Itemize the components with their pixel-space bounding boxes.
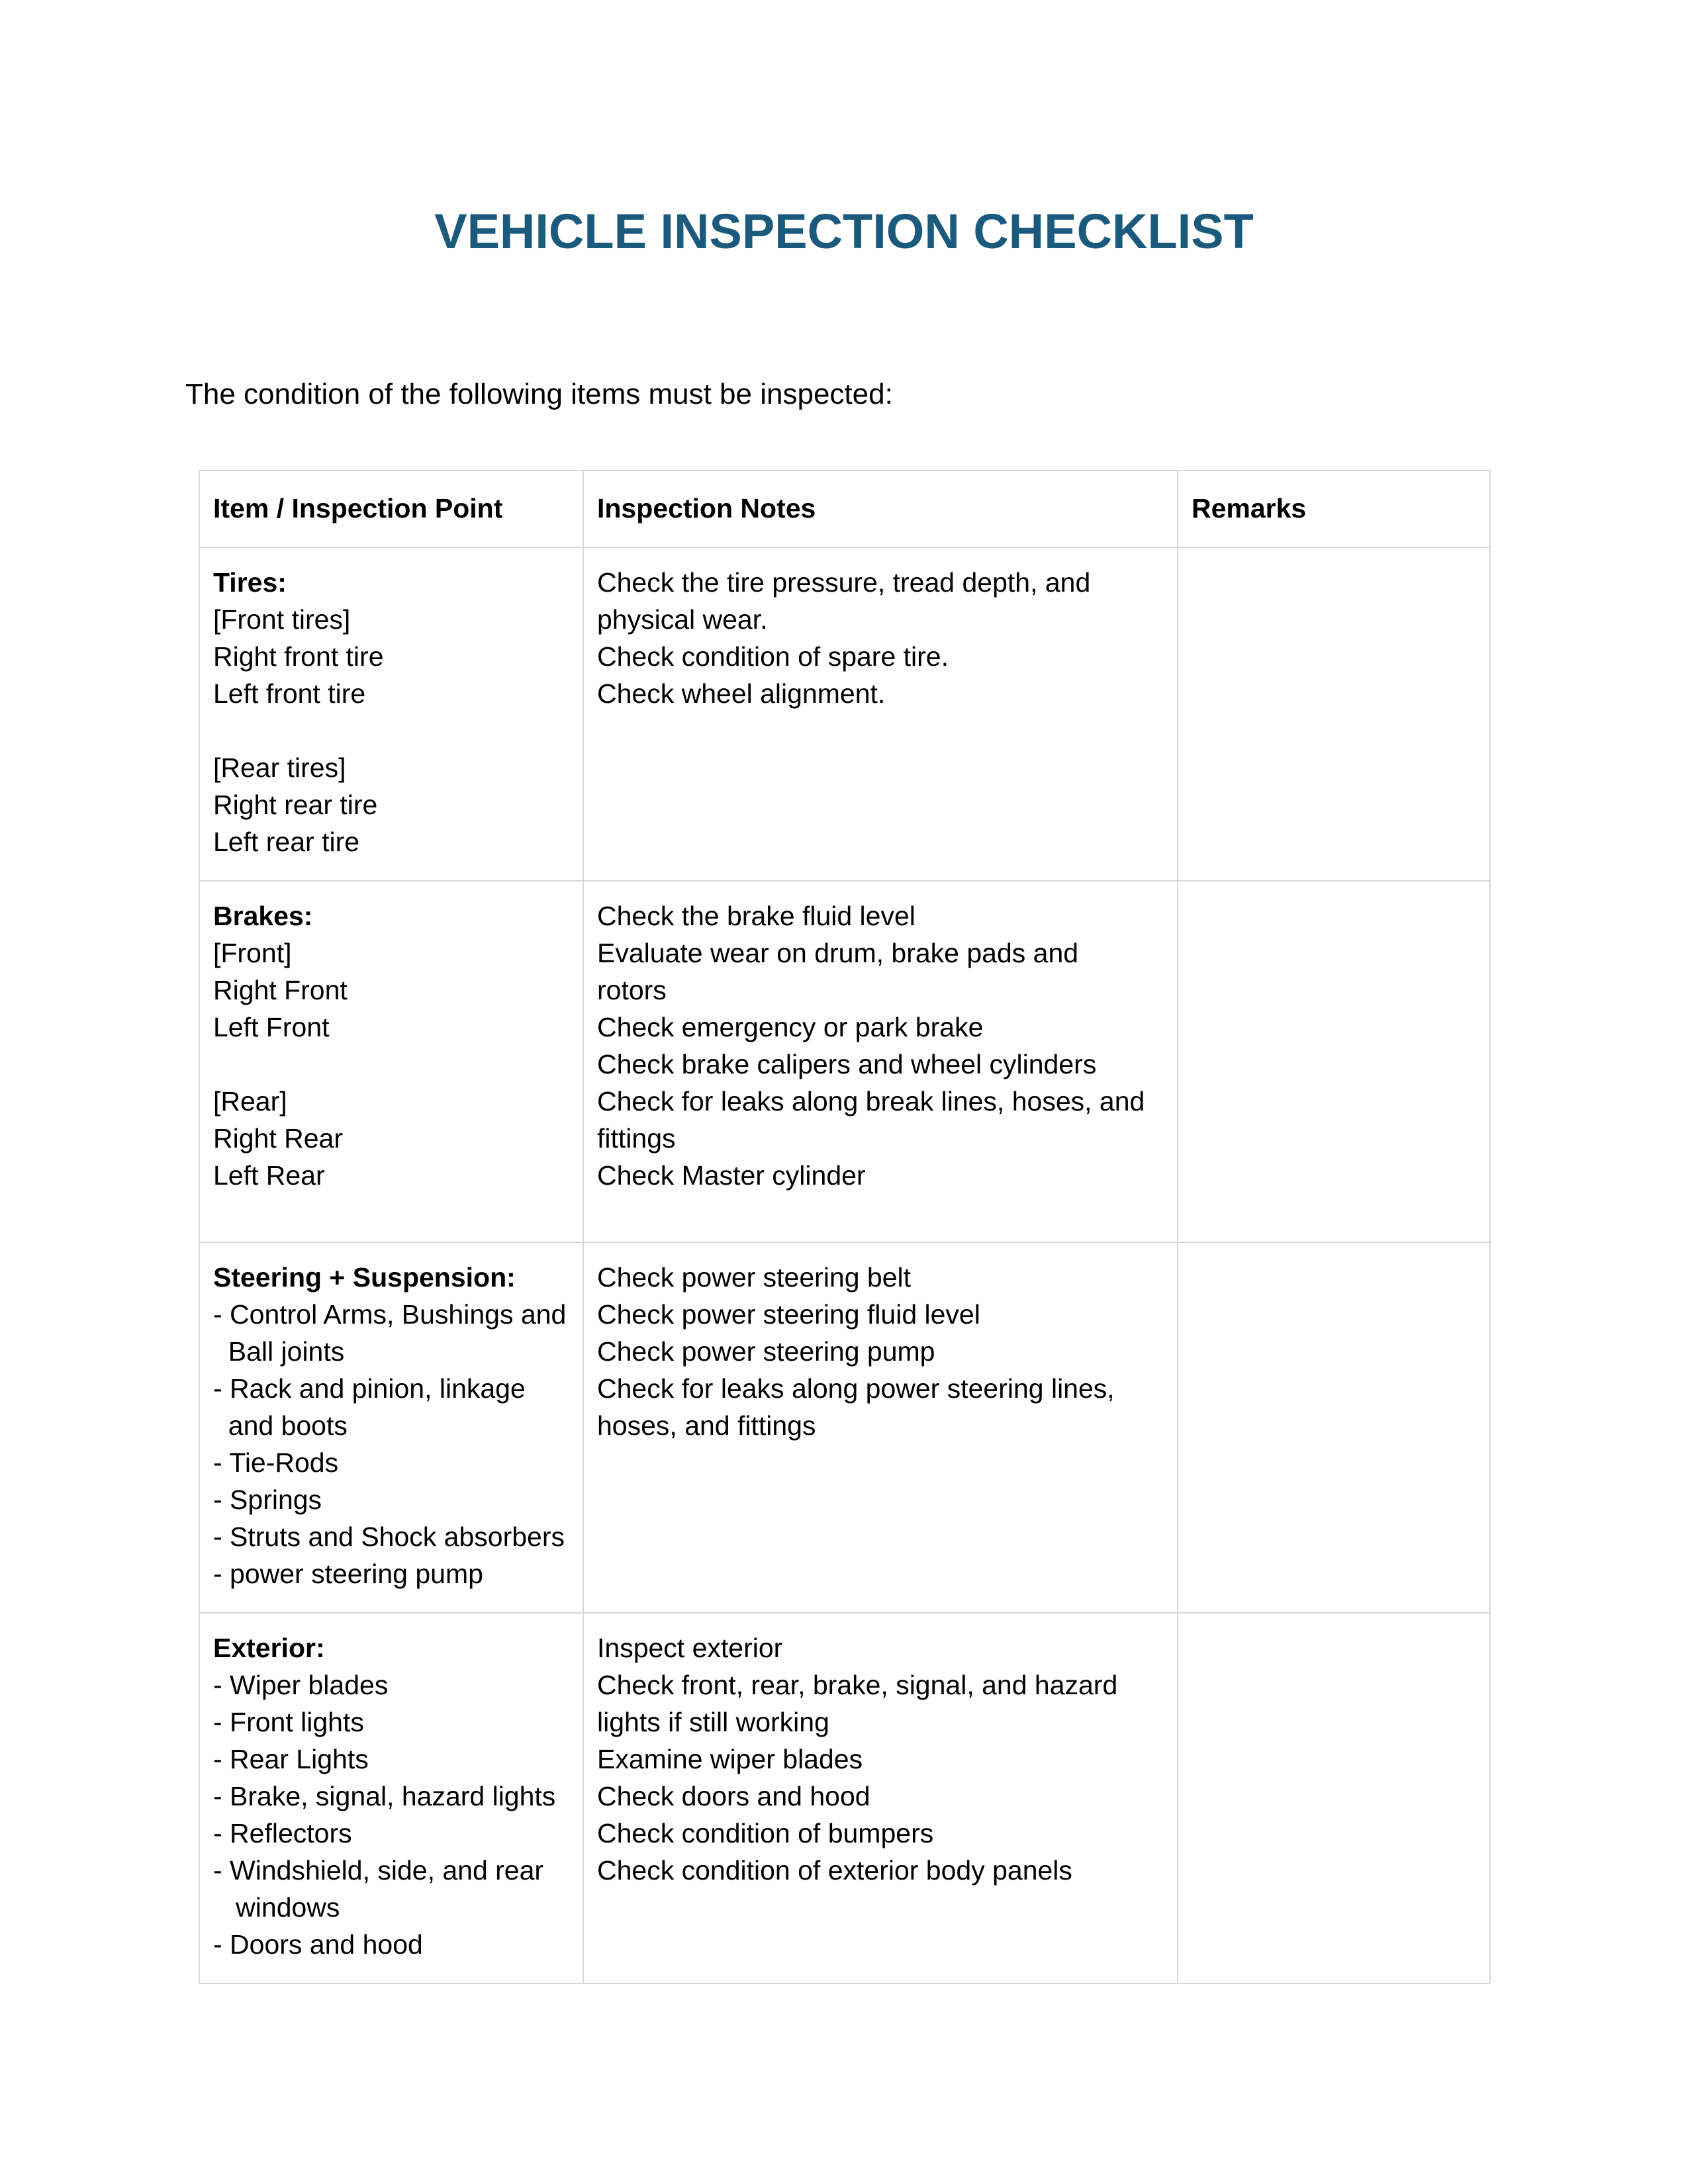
inspection-point: - Rear Lights: [213, 1744, 369, 1774]
inspection-point: Right rear tire: [213, 790, 378, 820]
inspection-point: Right front tire: [213, 641, 384, 672]
inspection-note: Check front, rear, brake, signal, and hazard: [597, 1670, 1118, 1700]
inspection-point: - power steering pump: [213, 1559, 483, 1589]
table-row: [199, 547, 1490, 881]
item-spacer: [213, 712, 569, 749]
inspection-note: Check the tire pressure, tread depth, and: [597, 567, 1091, 598]
page-title: VEHICLE INSPECTION CHECKLIST: [434, 204, 1254, 259]
inspection-point: Left Rear: [213, 1160, 325, 1191]
inspection-note: Check the brake fluid level: [597, 901, 915, 931]
inspection-point: - Wiper blades: [213, 1670, 389, 1700]
inspection-point: [Rear tires]: [213, 752, 346, 783]
header-item: Item / Inspection Point: [199, 471, 583, 547]
inspection-point: Left rear tire: [213, 827, 360, 857]
inspection-point: windows: [213, 1892, 340, 1923]
table-row: [199, 1613, 1490, 1983]
inspection-note: hoses, and fittings: [597, 1410, 816, 1441]
inspection-point: - Springs: [213, 1484, 322, 1515]
inspection-note: Check brake calipers and wheel cylinders: [597, 1049, 1097, 1079]
inspection-point: Right Rear: [213, 1123, 343, 1154]
inspection-note: lights if still working: [597, 1707, 829, 1737]
item-cell: [199, 547, 583, 881]
item-spacer: [213, 1046, 569, 1083]
inspection-point: and boots: [213, 1410, 348, 1441]
inspection-point: Ball joints: [213, 1336, 345, 1367]
table-row: [199, 881, 1490, 1242]
inspection-point: [Front tires]: [213, 604, 351, 635]
inspection-point: - Tie-Rods: [213, 1447, 339, 1478]
inspection-note: Check power steering fluid level: [597, 1299, 980, 1330]
inspection-note: Check condition of exterior body panels: [597, 1855, 1072, 1886]
inspection-note: Check for leaks along break lines, hoses, and: [597, 1086, 1145, 1116]
inspection-point: - Reflectors: [213, 1818, 352, 1848]
inspection-note: Check condition of spare tire.: [597, 641, 949, 672]
header-remarks: Remarks: [1178, 471, 1490, 547]
inspection-note: Check Master cylinder: [597, 1160, 866, 1191]
intro-text: The condition of the following items must be inspected:: [185, 378, 893, 410]
table-body: [199, 547, 1490, 1983]
table-header-row: [199, 471, 1490, 547]
inspection-note: Check wheel alignment.: [597, 678, 886, 709]
notes-cell: [583, 547, 1178, 881]
inspection-note: physical wear.: [597, 604, 768, 635]
table-row: [199, 1242, 1490, 1613]
inspection-point: Left Front: [213, 1012, 330, 1042]
remarks-cell[interactable]: [1178, 1242, 1490, 1613]
inspection-point: Right Front: [213, 975, 348, 1005]
inspection-table: [199, 470, 1491, 1984]
inspection-point: - Struts and Shock absorbers: [213, 1522, 565, 1552]
inspection-note: Check for leaks along power steering lines,: [597, 1373, 1115, 1404]
inspection-note: Check condition of bumpers: [597, 1818, 934, 1848]
notes-cell: [583, 1613, 1178, 1983]
inspection-note: Check power steering pump: [597, 1336, 935, 1367]
category-label: Exterior:: [213, 1633, 325, 1663]
inspection-point: [Front]: [213, 938, 292, 968]
category-label: Steering + Suspension:: [213, 1262, 516, 1293]
inspection-point: - Brake, signal, hazard lights: [213, 1781, 556, 1811]
notes-cell: [583, 1242, 1178, 1613]
remarks-cell[interactable]: [1178, 547, 1490, 881]
inspection-point: - Rack and pinion, linkage: [213, 1373, 526, 1404]
inspection-note: rotors: [597, 975, 667, 1005]
inspection-point: - Doors and hood: [213, 1929, 423, 1960]
item-cell: [199, 1242, 583, 1613]
inspection-point: - Front lights: [213, 1707, 364, 1737]
header-notes: Inspection Notes: [583, 471, 1178, 547]
notes-cell: [583, 881, 1178, 1242]
inspection-note: Check emergency or park brake: [597, 1012, 984, 1042]
item-cell: [199, 1613, 583, 1983]
inspection-point: [Rear]: [213, 1086, 287, 1116]
inspection-note: Check doors and hood: [597, 1781, 870, 1811]
inspection-note: Inspect exterior: [597, 1633, 783, 1663]
inspection-point: - Control Arms, Bushings and: [213, 1299, 567, 1330]
inspection-point: - Windshield, side, and rear: [213, 1855, 544, 1886]
inspection-note: Check power steering belt: [597, 1262, 912, 1293]
remarks-cell[interactable]: [1178, 881, 1490, 1242]
category-label: Brakes:: [213, 901, 313, 931]
category-label: Tires:: [213, 567, 287, 598]
inspection-note: Examine wiper blades: [597, 1744, 863, 1774]
remarks-cell[interactable]: [1178, 1613, 1490, 1983]
inspection-note: fittings: [597, 1123, 676, 1154]
inspection-note: Evaluate wear on drum, brake pads and: [597, 938, 1079, 968]
item-cell: [199, 881, 583, 1242]
inspection-point: Left front tire: [213, 678, 366, 709]
